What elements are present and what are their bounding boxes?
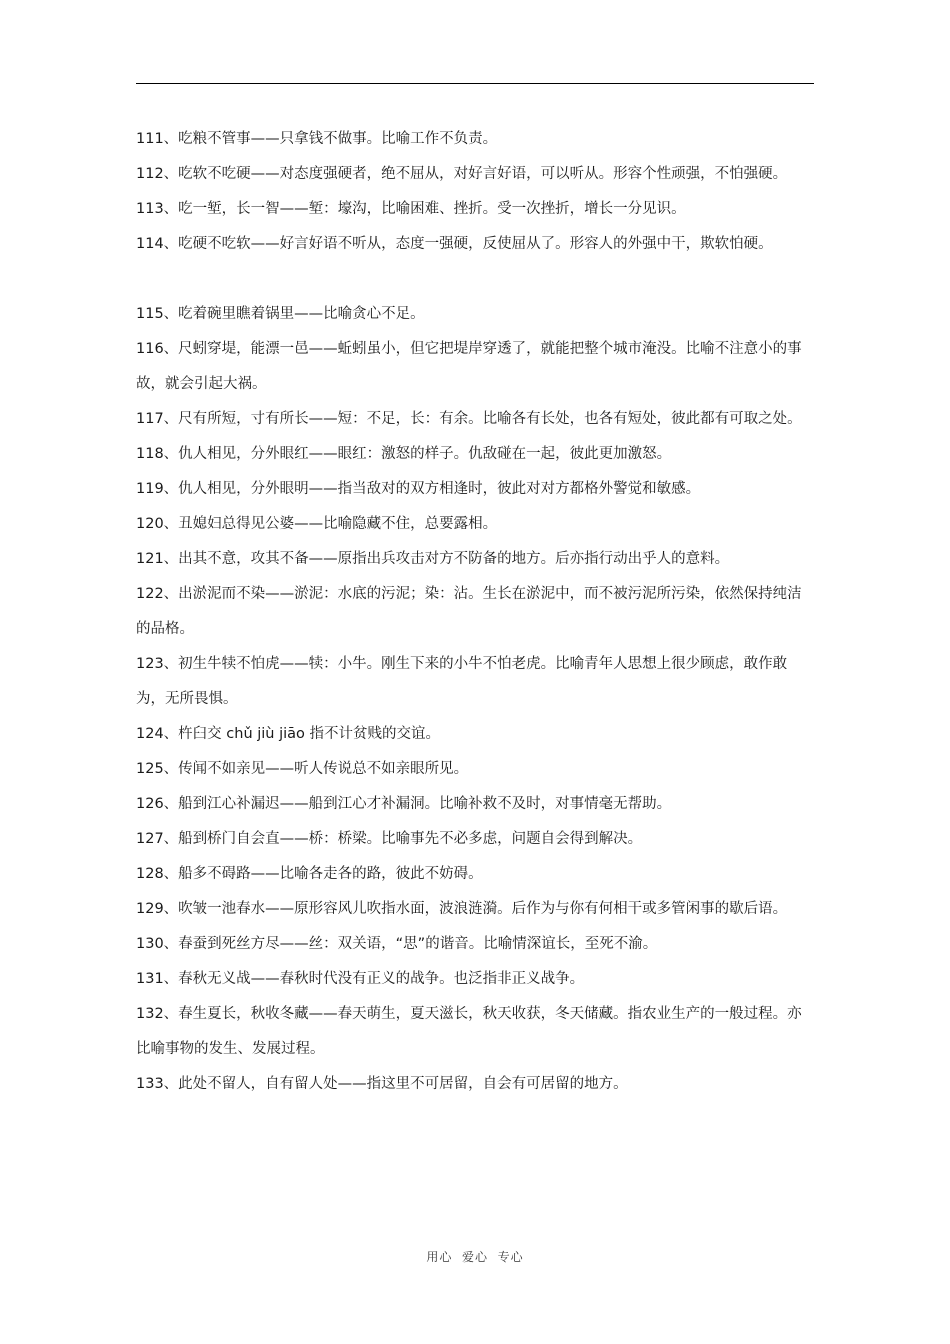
idiom-entry-116: 116、尺蚓穿堤，能漂一邑——蚯蚓虽小，但它把堤岸穿透了，就能把整个城市淹没。比喻不注意小的事故，就会引起大祸。 xyxy=(136,341,802,392)
idiom-entry-132: 132、春生夏长，秋收冬藏——春天萌生，夏天滋长，秋天收获，冬天储藏。指农业生产的一般过程。亦比喻事物的发生、发展过程。 xyxy=(136,1006,802,1057)
idiom-entry-115: 115、吃着碗里瞧着锅里——比喻贪心不足。 xyxy=(136,306,425,322)
idiom-entry-126: 126、船到江心补漏迟——船到江心才补漏洞。比喻补救不及时，对事情毫无帮助。 xyxy=(136,796,672,812)
idiom-entry-127: 127、船到桥门自会直——桥：桥梁。比喻事先不必多虑，问题自会得到解决。 xyxy=(136,831,643,847)
idiom-entry-121: 121、出其不意，攻其不备——原指出兵攻击对方不防备的地方。后亦指行动出乎人的意料。 xyxy=(136,551,730,567)
idiom-entry-117: 117、尺有所短，寸有所长——短：不足，长：有余。比喻各有长处，也各有短处，彼此都有可取之处。 xyxy=(136,411,802,427)
idiom-list xyxy=(136,122,816,1102)
idiom-entry-113: 113、吃一堑，长一智——堑：壕沟，比喻困难、挫折。受一次挫折，增长一分见识。 xyxy=(136,201,686,217)
idiom-entry-124: 124、杵臼交 chǔ jiù jiāo 指不计贫贱的交谊。 xyxy=(136,726,441,742)
idiom-entry-133: 133、此处不留人，自有留人处——指这里不可居留，自会有可居留的地方。 xyxy=(136,1076,628,1092)
idiom-entry-125: 125、传闻不如亲见——听人传说总不如亲眼所见。 xyxy=(136,761,469,777)
idiom-entry-111: 111、吃粮不管事——只拿钱不做事。比喻工作不负责。 xyxy=(136,131,498,147)
idiom-entry-129: 129、吹皱一池春水——原形容风儿吹指水面，波浪涟漪。后作为与你有何相干或多管闲事的歇后语。 xyxy=(136,901,788,917)
idiom-entry-123: 123、初生牛犊不怕虎——犊：小牛。刚生下来的小牛不怕老虎。比喻青年人思想上很少顾虑，敢作敢为，无所畏惧。 xyxy=(136,656,788,707)
idiom-entry-118: 118、仇人相见，分外眼红——眼红：激怒的样子。仇敌碰在一起，彼此更加激怒。 xyxy=(136,446,672,462)
page-footer: 用心 爱心 专心 xyxy=(426,1250,524,1264)
idiom-entry-119: 119、仇人相见，分外眼明——指当敌对的双方相逢时，彼此对对方都格外警觉和敏感。 xyxy=(136,481,701,497)
idiom-entry-112: 112、吃软不吃硬——对态度强硬者，绝不屈从，对好言好语，可以听从。形容个性顽强，不怕强硬。 xyxy=(136,166,788,182)
idiom-entry-120: 120、丑媳妇总得见公婆——比喻隐藏不住，总要露相。 xyxy=(136,516,498,532)
idiom-entry-130: 130、春蚕到死丝方尽——丝：双关语，“思”的谐音。比喻情深谊长，至死不渝。 xyxy=(136,936,658,952)
idiom-entry-114: 114、吃硬不吃软——好言好语不听从，态度一强硬，反使屈从了。形容人的外强中干，欺软怕硬。 xyxy=(136,236,773,252)
idiom-entry-131: 131、春秋无义战——春秋时代没有正义的战争。也泛指非正义战争。 xyxy=(136,971,585,987)
idiom-entry-122: 122、出淤泥而不染——淤泥：水底的污泥；染：沾。生长在淤泥中，而不被污泥所污染，依然保持纯洁的品格。 xyxy=(136,586,802,637)
idiom-entry-128: 128、船多不碍路——比喻各走各的路，彼此不妨碍。 xyxy=(136,866,483,882)
header-rule xyxy=(136,83,814,84)
